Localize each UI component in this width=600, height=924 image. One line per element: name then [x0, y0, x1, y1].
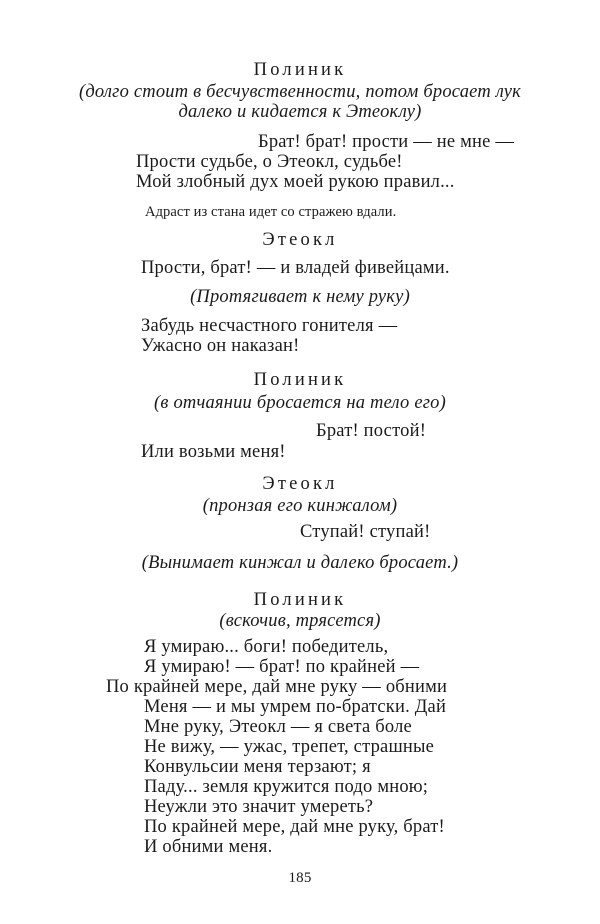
verse-line: Не вижу, — ужас, трепет, страшные	[144, 737, 435, 757]
verse-line: Прости судьбе, о Этеокл, судьбе!	[136, 152, 403, 172]
speaker-name: Полиник	[253, 590, 347, 610]
verse-line: Мне руку, Этеокл — я света боле	[144, 717, 412, 737]
verse-line: Я умираю... боги! победитель,	[144, 637, 389, 657]
speaker-name: Полиник	[253, 60, 347, 80]
verse-line: Ступай! ступай!	[300, 522, 431, 542]
verse-line: Меня — и мы умрем по-братски. Дай	[144, 697, 447, 717]
verse-line: Паду... земля кружится подо мною;	[144, 777, 429, 797]
verse-line: Брат! постой!	[316, 421, 427, 441]
verse-line: Или возьми меня!	[141, 442, 286, 462]
stage-direction: (Вынимает кинжал и далеко бросает.)	[141, 553, 459, 573]
verse-line: По крайней мере, дай мне руку, брат!	[144, 817, 445, 837]
stage-direction: (вскочив, трясется)	[219, 611, 381, 631]
verse-line: Ужасно он наказан!	[141, 336, 300, 356]
speaker-name: Этеокл	[262, 474, 338, 494]
stage-direction: (пронзая его кинжалом)	[202, 496, 398, 516]
speaker-name: Этеокл	[262, 230, 338, 250]
verse-line: Неужли это значит умереть?	[144, 797, 374, 817]
page-number: 185	[288, 870, 312, 886]
stage-direction: (долго стоит в бесчувственности, потом бросает лук	[79, 82, 521, 102]
verse-line: По крайней мере, дай мне руку — обними	[106, 677, 448, 697]
stage-note: Адраст из стана идет со стражею вдали.	[145, 204, 397, 220]
verse-line: Брат! брат! прости — не мне —	[258, 132, 515, 152]
verse-line: Мой злобный дух моей рукою правил...	[136, 172, 455, 192]
verse-line: Прости, брат! — и владей фивейцами.	[141, 258, 450, 278]
stage-direction: (Протягивает к нему руку)	[190, 287, 410, 307]
verse-line: Конвульсии меня терзают; я	[144, 757, 371, 777]
verse-line: Я умираю! — брат! по крайней —	[144, 657, 420, 677]
stage-direction: (в отчаянии бросается на тело его)	[154, 393, 446, 413]
verse-line: Забудь несчастного гонителя —	[141, 316, 398, 336]
stage-direction: далеко и кидается к Этеоклу)	[178, 102, 422, 122]
speaker-name: Полиник	[253, 370, 347, 390]
verse-line: И обними меня.	[144, 837, 273, 857]
